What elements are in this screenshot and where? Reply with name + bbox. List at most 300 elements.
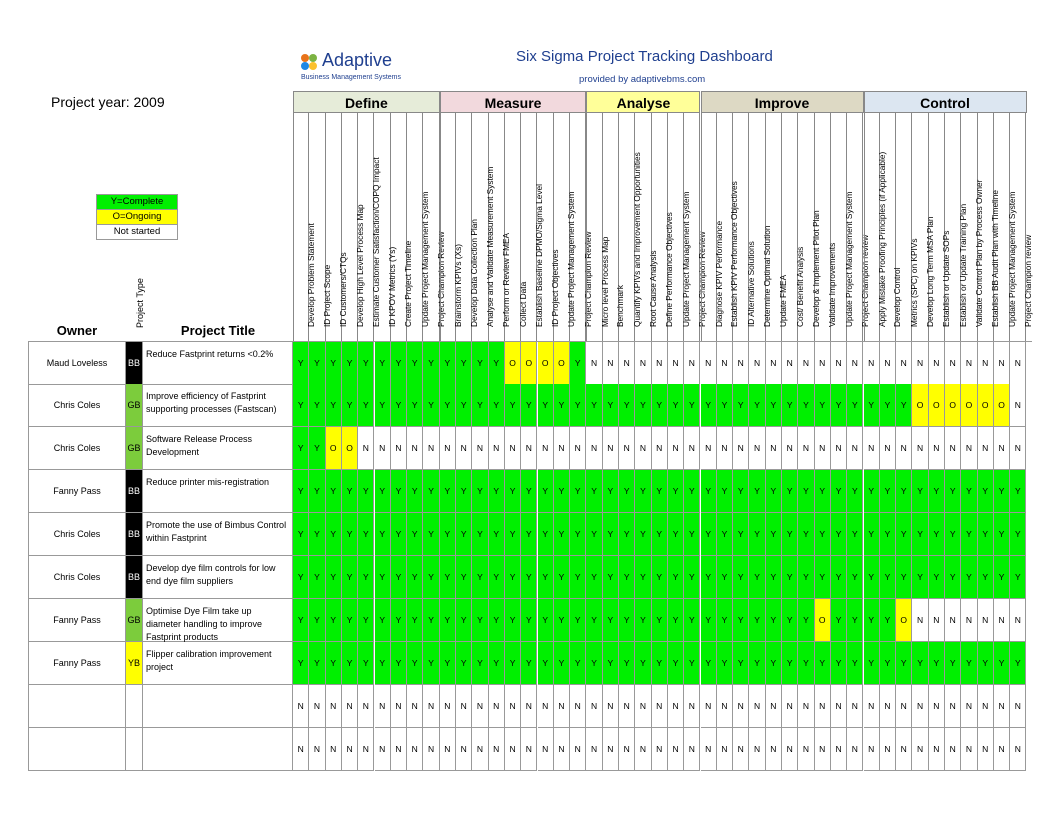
status-cell: N: [309, 728, 325, 771]
status-cell: N: [489, 685, 505, 728]
status-cell: Y: [945, 642, 961, 685]
status-cell: Y: [766, 470, 782, 513]
status-cell: N: [864, 427, 880, 470]
status-cell: Y: [521, 642, 537, 685]
project-type-badge: GB: [126, 599, 143, 642]
status-cell: N: [326, 728, 342, 771]
status-cell: N: [554, 427, 570, 470]
step-label: Project Champion Review: [582, 231, 593, 327]
status-cell: Y: [896, 556, 912, 599]
step-label: Metrics (SPC) on KPIVs: [908, 238, 919, 327]
status-cell: Y: [766, 599, 782, 642]
status-cell: O: [978, 384, 994, 427]
status-cell: Y: [847, 470, 863, 513]
status-cell: O: [815, 599, 831, 642]
step-header: [342, 113, 365, 341]
status-cell: Y: [407, 513, 423, 556]
step-label: Update Project Management System: [680, 191, 691, 327]
status-cell: N: [554, 685, 570, 728]
status-cell: N: [652, 728, 668, 771]
table-row: [28, 556, 1032, 599]
status-cell: N: [521, 427, 537, 470]
status-cell: Y: [521, 384, 537, 427]
status-cell: N: [521, 685, 537, 728]
header-project-type-label: Project Type: [134, 278, 145, 328]
status-cell: Y: [668, 599, 684, 642]
status-cell: N: [815, 685, 831, 728]
status-cell: Y: [489, 556, 505, 599]
status-cell: Y: [407, 342, 423, 385]
status-cell: Y: [293, 470, 309, 513]
status-cell: N: [619, 685, 635, 728]
status-cell: Y: [586, 556, 602, 599]
status-cell: Y: [391, 513, 407, 556]
status-cell: N: [1010, 728, 1026, 771]
step-header: [864, 113, 887, 341]
status-cell: Y: [472, 384, 488, 427]
status-cell: Y: [798, 599, 814, 642]
status-cell: N: [978, 728, 994, 771]
status-cell: Y: [635, 513, 651, 556]
status-cell: N: [864, 728, 880, 771]
status-cell: Y: [717, 599, 733, 642]
phase-improve: Improve: [701, 91, 864, 113]
step-label: Establish KPIV Performance Objectives: [729, 181, 740, 327]
status-cell: N: [961, 342, 977, 385]
step-label: Benchmark: [615, 285, 626, 327]
step-label: Establish Baseline DPMO/Sigma Level: [533, 184, 544, 327]
status-cell: Y: [749, 513, 765, 556]
status-cell: N: [358, 427, 374, 470]
status-cell: N: [749, 342, 765, 385]
status-cell: Y: [342, 599, 358, 642]
owner-cell: [28, 685, 126, 728]
status-cell: N: [652, 427, 668, 470]
status-cell: N: [929, 599, 945, 642]
status-cell: Y: [929, 556, 945, 599]
status-cell: Y: [472, 470, 488, 513]
status-cell: N: [798, 685, 814, 728]
step-header: [619, 113, 642, 341]
status-cell: Y: [961, 470, 977, 513]
step-label: Collect Data: [517, 281, 528, 327]
status-cell: Y: [766, 556, 782, 599]
status-cell: Y: [619, 599, 635, 642]
step-label: Analyse and Validate Measurement System: [484, 166, 495, 327]
status-cell: Y: [603, 556, 619, 599]
status-cell: N: [538, 685, 554, 728]
status-cell: Y: [293, 427, 309, 470]
status-cell: Y: [309, 642, 325, 685]
step-header: [358, 113, 381, 341]
status-cell: Y: [766, 384, 782, 427]
step-label: Estimate Customer Satisfaction/COPQ Impact: [370, 157, 381, 327]
project-type-badge: BB: [126, 470, 143, 513]
status-cell: Y: [375, 556, 391, 599]
status-cell: Y: [472, 642, 488, 685]
step-label: Validate Control Plan by Process Owner: [973, 179, 984, 327]
status-cell: Y: [586, 599, 602, 642]
status-cell: Y: [733, 599, 749, 642]
status-cell: Y: [375, 384, 391, 427]
phase-analyse: Analyse: [586, 91, 700, 113]
brand-name: Adaptive: [322, 50, 393, 70]
status-cell: Y: [652, 470, 668, 513]
status-cell: N: [407, 685, 423, 728]
status-cell: N: [749, 427, 765, 470]
step-header: [375, 113, 398, 341]
status-cell: N: [1010, 342, 1026, 385]
status-cell: N: [733, 342, 749, 385]
status-cell: Y: [945, 470, 961, 513]
project-title-cell: Flipper calibration improvement project: [143, 642, 293, 685]
status-cell: Y: [929, 513, 945, 556]
status-cell: N: [831, 427, 847, 470]
status-cell: Y: [880, 599, 896, 642]
step-label: Develop Data Collection Plan: [468, 219, 479, 327]
status-cell: Y: [342, 342, 358, 385]
status-cell: N: [1010, 599, 1026, 642]
status-cell: Y: [635, 642, 651, 685]
status-cell: Y: [293, 513, 309, 556]
status-cell: Y: [586, 513, 602, 556]
status-cell: Y: [831, 642, 847, 685]
step-header: [293, 113, 317, 341]
status-cell: Y: [489, 642, 505, 685]
status-cell: Y: [570, 342, 586, 385]
status-cell: Y: [684, 470, 700, 513]
status-cell: N: [994, 685, 1010, 728]
table-row: [28, 427, 1032, 470]
owner-cell: Chris Coles: [28, 556, 126, 599]
status-cell: Y: [391, 556, 407, 599]
legend-not-started: Not started: [96, 224, 178, 240]
status-cell: N: [505, 685, 521, 728]
status-cell: N: [929, 685, 945, 728]
step-label: Root Cause Analysis: [647, 250, 658, 327]
status-cell: N: [407, 728, 423, 771]
status-cell: Y: [766, 642, 782, 685]
status-cell: Y: [815, 384, 831, 427]
status-cell: N: [391, 427, 407, 470]
status-cell: Y: [603, 384, 619, 427]
status-cell: Y: [342, 556, 358, 599]
status-cell: Y: [456, 384, 472, 427]
status-cell: Y: [440, 599, 456, 642]
status-cell: Y: [603, 513, 619, 556]
status-cell: N: [929, 427, 945, 470]
status-cell: Y: [521, 599, 537, 642]
status-cell: Y: [701, 642, 717, 685]
step-label: ID Project Scope: [321, 264, 332, 327]
status-cell: Y: [358, 556, 374, 599]
step-label: Establish or Update SOPs: [941, 230, 952, 327]
phase-measure: Measure: [440, 91, 587, 113]
status-cell: Y: [505, 599, 521, 642]
status-cell: Y: [538, 642, 554, 685]
step-header: [472, 113, 495, 341]
step-header: [749, 113, 773, 341]
status-cell: Y: [423, 384, 439, 427]
owner-cell: Fanny Pass: [28, 642, 126, 685]
status-cell: O: [554, 342, 570, 385]
status-cell: N: [505, 427, 521, 470]
status-cell: O: [929, 384, 945, 427]
status-cell: N: [717, 427, 733, 470]
status-cell: Y: [342, 470, 358, 513]
status-cell: Y: [733, 470, 749, 513]
project-year: Project year: 2009: [51, 94, 165, 110]
status-cell: N: [831, 685, 847, 728]
status-cell: Y: [391, 342, 407, 385]
status-cell: Y: [456, 513, 472, 556]
status-cell: Y: [456, 642, 472, 685]
status-cell: N: [423, 728, 439, 771]
owner-cell: Chris Coles: [28, 384, 126, 427]
table-row: [28, 341, 1032, 385]
step-label: Develop & Implement Pilot Plan: [810, 210, 821, 327]
status-cell: Y: [798, 513, 814, 556]
status-cell: Y: [505, 470, 521, 513]
legend-complete: Y=Complete: [96, 194, 178, 210]
status-cell: Y: [782, 470, 798, 513]
project-type-badge: YB: [126, 642, 143, 685]
status-cell: N: [603, 685, 619, 728]
status-cell: Y: [489, 513, 505, 556]
status-cell: Y: [391, 642, 407, 685]
legend-ongoing: O=Ongoing: [96, 209, 178, 225]
status-cell: Y: [423, 513, 439, 556]
status-cell: Y: [423, 642, 439, 685]
status-cell: Y: [978, 470, 994, 513]
step-header: [489, 113, 512, 341]
status-cell: Y: [652, 642, 668, 685]
step-header: [554, 113, 577, 341]
status-cell: Y: [635, 384, 651, 427]
status-cell: Y: [749, 556, 765, 599]
status-cell: Y: [375, 470, 391, 513]
status-cell: Y: [766, 513, 782, 556]
status-cell: Y: [603, 599, 619, 642]
status-cell: Y: [782, 556, 798, 599]
header-project-title: Project Title: [180, 323, 256, 338]
status-cell: N: [652, 342, 668, 385]
step-header: [766, 113, 789, 341]
status-legend: [96, 195, 178, 240]
status-cell: Y: [440, 384, 456, 427]
status-cell: Y: [342, 513, 358, 556]
step-header: [782, 113, 805, 341]
status-cell: N: [603, 342, 619, 385]
status-cell: N: [472, 728, 488, 771]
status-cell: Y: [831, 556, 847, 599]
status-cell: N: [586, 342, 602, 385]
step-label: Update Project Management System: [843, 191, 854, 327]
status-cell: N: [961, 685, 977, 728]
status-cell: N: [538, 427, 554, 470]
status-cell: N: [668, 728, 684, 771]
status-cell: Y: [880, 642, 896, 685]
status-cell: Y: [586, 470, 602, 513]
status-cell: N: [635, 728, 651, 771]
status-cell: Y: [505, 642, 521, 685]
status-cell: N: [912, 728, 928, 771]
status-cell: Y: [978, 513, 994, 556]
status-cell: N: [912, 342, 928, 385]
status-cell: N: [1010, 384, 1026, 427]
status-cell: N: [815, 728, 831, 771]
status-cell: N: [994, 427, 1010, 470]
status-cell: N: [538, 728, 554, 771]
status-cell: O: [912, 384, 928, 427]
project-type-badge: GB: [126, 384, 143, 427]
status-cell: Y: [880, 384, 896, 427]
status-cell: N: [293, 685, 309, 728]
status-cell: N: [847, 728, 863, 771]
status-cell: Y: [880, 556, 896, 599]
status-cell: Y: [880, 470, 896, 513]
status-cell: N: [864, 342, 880, 385]
status-cell: Y: [749, 599, 765, 642]
status-cell: Y: [407, 470, 423, 513]
status-cell: N: [391, 728, 407, 771]
status-cell: N: [798, 427, 814, 470]
status-cell: Y: [831, 384, 847, 427]
status-cell: N: [358, 685, 374, 728]
status-cell: N: [701, 342, 717, 385]
status-cell: N: [684, 685, 700, 728]
step-header: [668, 113, 691, 341]
step-header: [896, 113, 919, 341]
status-cell: Y: [994, 513, 1010, 556]
status-cell: N: [456, 685, 472, 728]
status-cell: N: [766, 427, 782, 470]
status-cell: Y: [456, 342, 472, 385]
status-cell: Y: [326, 342, 342, 385]
status-cell: N: [635, 342, 651, 385]
status-cell: Y: [358, 470, 374, 513]
status-cell: Y: [1010, 470, 1026, 513]
status-cell: N: [978, 599, 994, 642]
status-cell: N: [375, 728, 391, 771]
step-header: [603, 113, 626, 341]
status-cell: N: [684, 427, 700, 470]
status-cell: N: [717, 685, 733, 728]
status-cell: Y: [407, 642, 423, 685]
owner-cell: Chris Coles: [28, 513, 126, 556]
status-cell: Y: [358, 342, 374, 385]
step-label: Project Champion review: [859, 234, 870, 327]
step-header: [407, 113, 430, 341]
status-cell: Y: [652, 384, 668, 427]
status-cell: Y: [554, 384, 570, 427]
status-cell: N: [554, 728, 570, 771]
status-cell: N: [440, 427, 456, 470]
status-cell: Y: [505, 556, 521, 599]
status-cell: Y: [603, 642, 619, 685]
status-cell: Y: [423, 342, 439, 385]
status-cell: O: [994, 384, 1010, 427]
status-cell: Y: [619, 642, 635, 685]
owner-cell: Maud Loveless: [28, 342, 126, 385]
step-header: [423, 113, 447, 341]
step-label: Quantify KPIVs and Improvement Opportunities: [631, 152, 642, 327]
step-label: Determine Optimal Solution: [762, 225, 773, 327]
step-label: Diagnose KPIV Performance: [713, 220, 724, 327]
step-label: Apply Mistake Proofing Principles (if Applicable): [876, 151, 887, 327]
status-cell: N: [798, 342, 814, 385]
status-cell: Y: [619, 384, 635, 427]
status-cell: Y: [293, 599, 309, 642]
step-header: [929, 113, 952, 341]
step-label: Establish BB Audit Plan with Timeline: [990, 190, 1001, 327]
status-cell: Y: [293, 384, 309, 427]
status-cell: N: [456, 427, 472, 470]
status-cell: Y: [749, 642, 765, 685]
status-cell: Y: [391, 599, 407, 642]
status-cell: Y: [358, 599, 374, 642]
status-cell: N: [896, 685, 912, 728]
status-cell: Y: [472, 342, 488, 385]
status-cell: N: [945, 427, 961, 470]
status-cell: Y: [521, 470, 537, 513]
status-cell: Y: [945, 513, 961, 556]
status-cell: Y: [864, 513, 880, 556]
project-title-cell: Promote the use of Bimbus Control within Fastprint: [143, 513, 293, 556]
status-cell: N: [994, 599, 1010, 642]
phase-define: Define: [293, 91, 440, 113]
status-cell: N: [489, 728, 505, 771]
status-cell: Y: [1010, 513, 1026, 556]
step-label: Develop High Level Process Map: [354, 204, 365, 327]
status-cell: Y: [456, 599, 472, 642]
status-cell: Y: [864, 642, 880, 685]
status-cell: Y: [554, 470, 570, 513]
status-cell: Y: [407, 556, 423, 599]
table-row: [28, 728, 1032, 771]
status-cell: Y: [684, 513, 700, 556]
status-cell: Y: [570, 470, 586, 513]
step-header: [701, 113, 724, 341]
status-cell: Y: [961, 642, 977, 685]
status-cell: N: [912, 599, 928, 642]
status-cell: Y: [864, 384, 880, 427]
status-cell: Y: [358, 513, 374, 556]
step-label: Perform or Review FMEA: [501, 232, 512, 327]
status-cell: Y: [733, 556, 749, 599]
step-label: Micro level Process Map: [599, 236, 610, 327]
status-cell: N: [375, 427, 391, 470]
status-cell: Y: [586, 384, 602, 427]
status-cell: Y: [635, 470, 651, 513]
status-cell: N: [586, 685, 602, 728]
status-cell: Y: [831, 470, 847, 513]
status-cell: Y: [440, 642, 456, 685]
project-type-badge: BB: [126, 342, 143, 385]
status-cell: O: [326, 427, 342, 470]
status-cell: Y: [961, 513, 977, 556]
status-cell: Y: [489, 470, 505, 513]
status-cell: Y: [798, 642, 814, 685]
status-cell: N: [945, 728, 961, 771]
project-type-badge: BB: [126, 513, 143, 556]
status-cell: N: [896, 427, 912, 470]
status-cell: Y: [733, 642, 749, 685]
project-title-cell: Improve efficiency of Fastprint supporting processes (Fastscan): [143, 384, 293, 427]
status-cell: Y: [701, 556, 717, 599]
status-cell: N: [961, 728, 977, 771]
status-cell: Y: [440, 470, 456, 513]
